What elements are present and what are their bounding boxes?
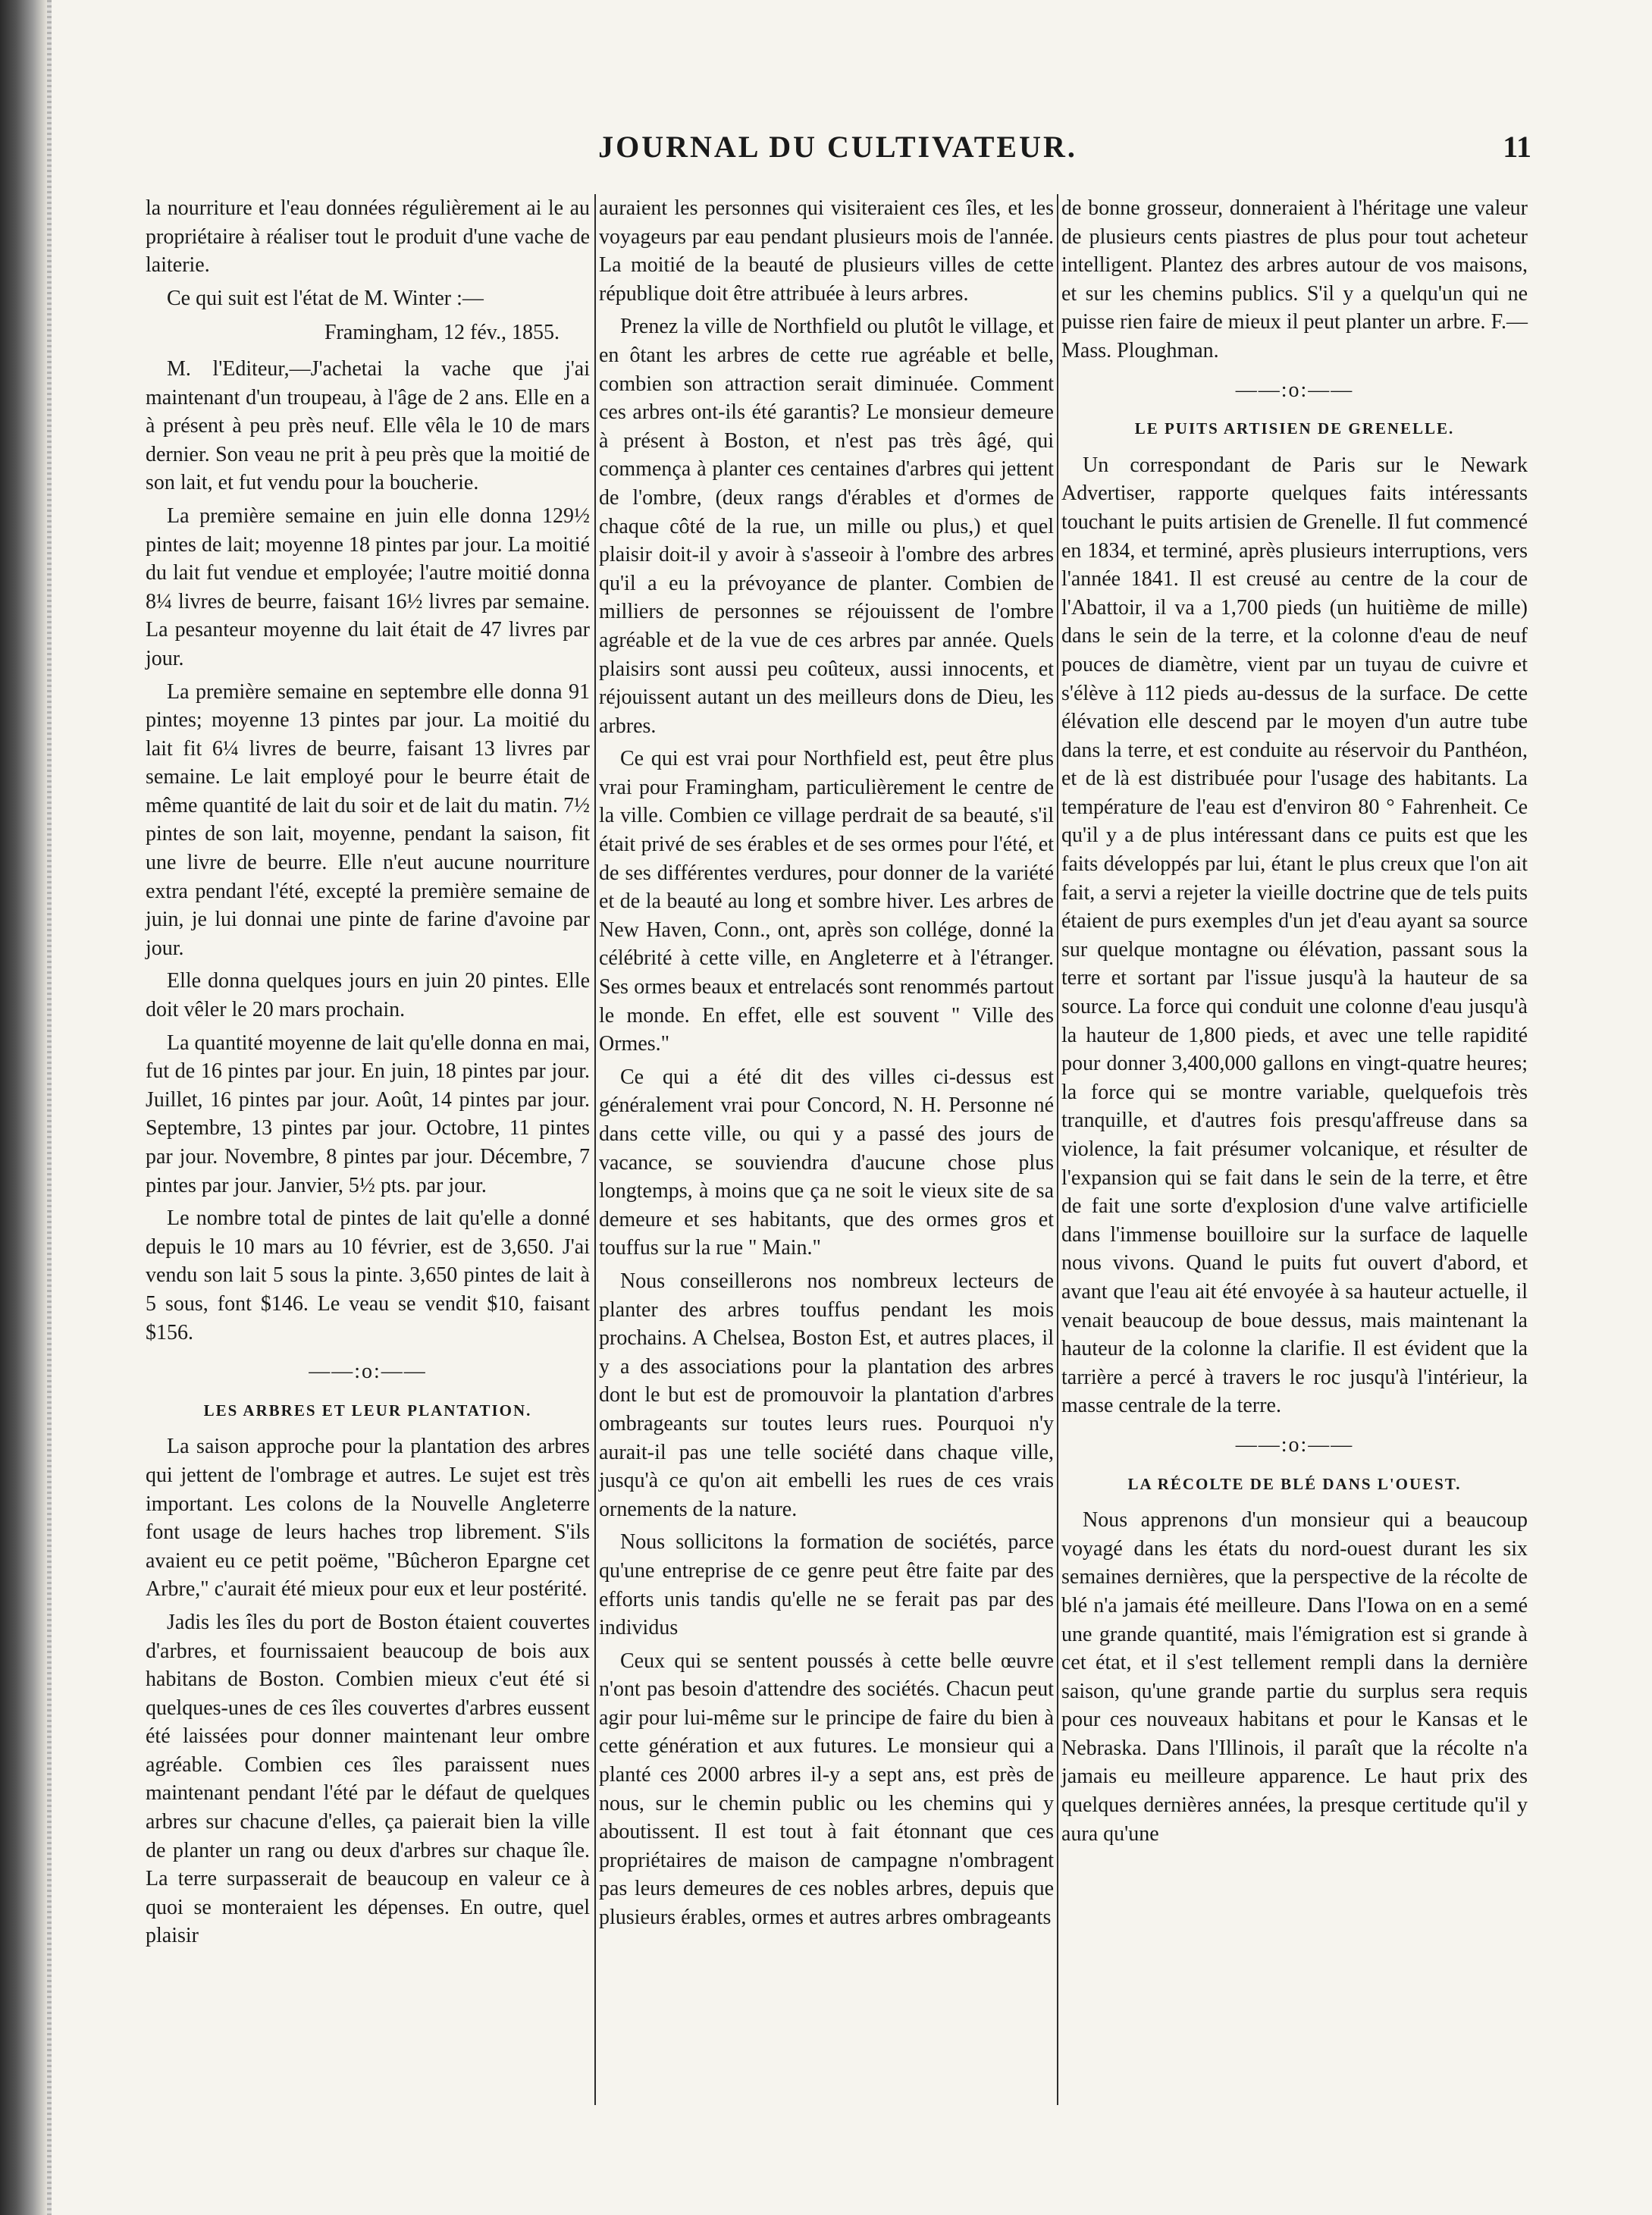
paragraph: Ceux qui se sentent poussés à cette belle œuvre n'ont pas besoin d'attendre des sociétés. Chacun peut agir pour lui-même sur le principe de faire du bien à cette génération et aux futures. Le monsieur qui a planté ces 2000 arbres il-y a sept ans, est près de nous, sur le chemin public ou les chemins qui y aboutissent. Il est tout à fait étonnant que ces propriétaires de maison de campagne n'ombragent pas leurs demeures de ces nobles arbres, depuis que plusieurs érables, ormes et autres arbres ombrageants [599, 1649, 1054, 1930]
article-heading: LES ARBRES ET LEUR PLANTATION. [203, 1401, 532, 1420]
page-header [144, 129, 1531, 174]
page-number: 11 [1503, 130, 1531, 164]
column-rule-left [594, 194, 596, 2105]
section-separator: ——:o:—— [309, 1360, 427, 1384]
paragraph: de bonne grosseur, donneraient à l'héritage une valeur de plusieurs cents piastres de plus pour tout acheteur intelligent. Plantez des arbres autour de vos maisons, et sur les chemins publics. S'il y a quelqu'un qui ne puisse rien faire de mieux il peut planter un arbre. F.—Mass. Ploughman. [1061, 196, 1528, 362]
column-2 [599, 194, 1054, 1937]
paragraph: La première semaine en juin elle donna 129½ pintes de lait; moyenne 18 pintes par jour. La moitié du lait fut vendue et employée; l'autre moitié donna 8¼ livres de beurre, faisant 16½ livres par semaine. La pesanteur moyenne du lait était de 47 livres par jour. [146, 504, 590, 670]
paragraph: La saison approche pour la plantation des arbres qui jettent de l'ombrage et autres. Le sujet est très important. Les colons de la Nouvelle Angleterre font usage de leurs haches trop librement. S'ils avaient eu ce petit poëme, "Bûcheron Epargne cet Arbre," c'aurait été mieux pour eux et leur postérité. [146, 1435, 590, 1602]
letter-dateline: Framingham, 12 fév., 1855. [324, 321, 560, 345]
paragraph: Ce qui est vrai pour Northfield est, peut être plus vrai pour Framingham, particulièrement le centre de la ville. Combien ce village perdrait de sa beauté, s'il était privé de ses érables et de ses ormes pour l'été, et de ses différentes verdures, pour donner de la variété et de la beauté au long et sombre hiver. Les arbres de New Haven, Conn., ont, après son collége, donné la célébrité à cette ville, en Angleterre et à l'étranger. Ses ormes beaux et entrelacés sont renommés partout le monde. En effet, elle est souvent " Ville des Ormes." [599, 747, 1054, 1056]
paragraph: M. l'Editeur,—J'achetai la vache que j'ai maintenant d'un troupeau, à l'âge de 2 ans. Elle en a à présent à peu près neuf. Elle vêla le 10 de mars dernier. Son veau ne prit à peu près que la moitié de son lait, et fut vendu pour la boucherie. [146, 356, 590, 495]
section-separator: ——:o:—— [1235, 1432, 1354, 1457]
paragraph: La première semaine en septembre elle donna 91 pintes; moyenne 13 pintes par jour. La moitié du lait fit 6¼ livres de beurre, faisant 13 livres par semaine. Le lait employé pour le beurre était de même quantité de lait du soir et de lait du matin. 7½ pintes de son lait, moyenne, pendant la saison, fit une livre de beurre. Elle n'eut aucune nourriture extra pendant l'été, excepté la première semaine de juin, je lui donnai une pinte de farine d'avoine par jour. [146, 679, 590, 960]
paragraph: la nourriture et l'eau données régulièrement ai le au propriétaire à réaliser tout le produit d'une vache de laiterie. [146, 196, 590, 278]
paragraph: Nous conseillerons nos nombreux lecteurs de planter des arbres touffus pendant les mois prochains. A Chelsea, Boston Est, et autres places, il y a des associations pour la plantation des arbres dont le but est de promouvoir la plantation d'arbres ombrageants sur toutes leurs rues. Pourquoi n'y aurait-il pas une telle société dans chaque ville, jusqu'à ce qu'on ait embelli les rues de ces vrais ornements de la nature. [599, 1269, 1054, 1521]
column-rule-right [1057, 194, 1058, 2105]
article-heading: LA RÉCOLTE DE BLÉ DANS L'OUEST. [1127, 1474, 1462, 1493]
paragraph: Nous apprenons d'un monsieur qui a beaucoup voyagé dans les états du nord-ouest durant les six semaines dernières, que la perspective de la récolte de blé n'a jamais été meilleure. Dans l'Iowa on en a semé une grande quantité, mais l'émigration est si grande à cet état, et il s'est tellement rempli dans la dernière saison, qu'une grande partie du surplus sera requis pour ces nouveaux habitans et pour le Kansas et le Nebraska. Dans l'Illinois, il paraît que la récolte n'a jamais eu meilleure apparence. Le haut prix des quelques dernières années, la presque certitude qu'il y aura qu'une [1061, 1508, 1528, 1846]
section-separator: ——:o:—— [1235, 378, 1354, 402]
paragraph: Ce qui a été dit des villes ci-dessus est généralement vrai pour Concord, N. H. Personne né dans cette ville, ou qui y a passé des jours de vacance, se souviendra d'aucune chose plus longtemps, à moins que ça ne soit le vieux site de sa demeure et ses habitants, que des ormes gros et touffus sur la rue " Main." [599, 1065, 1054, 1260]
column-3 [1061, 194, 1528, 1853]
paragraph: Jadis les îles du port de Boston étaient couvertes d'arbres, et fournissaient beaucoup de bois aux habitans de Boston. Combien mieux c'eut été si quelques-unes de ces îles couvertes d'arbres eussent été laissées pour donner maintenant leur ombre agréable. Combien ces îles paraissent nues maintenant pendant l'été par le défaut de quelques arbres sur chacune d'elles, ça paierait bien la ville de planter un rang ou deux d'arbres sur chaque île. La terre surpasserait de beaucoup en valeur ce à quoi se monteraient les dépenses. En outre, quel plaisir [146, 1610, 590, 1948]
paragraph: Un correspondant de Paris sur le Newark Advertiser, rapporte quelques faits intéressants touchant le puits artisien de Grenelle. Il fut commencé en 1834, et terminé, après plusieurs interruptions, vers l'année 1841. Il est creusé au centre de la cour de l'Abattoir, il va a 1,700 pieds (un huitième de mille) dans le sein de la terre, et la colonne d'eau de neuf pouces de diamètre, vient par un tuyau de cuivre et s'élève à 112 pieds au-dessus de la surface. De cette élévation elle descend par le moyen d'un autre tube dans la terre, et est conduite au réservoir du Panthéon, et de là est distribuée pour l'usage des habitants. La température de l'eau est d'environ 80 ° Fahrenheit. Ce qu'il y a de plus intéressant dans ce puits est que les faits développés par lui, étant le plus creux que l'on ait fait, a servi a rejeter la vieille doctrine que de tels puits étaient de purs exemples d'un jet d'eau ayant sa source sur quelque montagne ou élévation, passant sous la terre et sortant par l'issue jusqu'à la hauteur de sa source. La force qui conduit une colonne d'eau jusqu'à la hauteur de 1,800 pieds, et avec une telle rapidité pour donner 3,400,000 gallons en vingt-quatre heures; la force qui se montre variable, quelquefois très tranquille, et d'autres fois presqu'affreuse dans sa violence, la fait présumer volcanique, et résulter de l'expansion qui se fait dans le sein de la terre, et être de fait une sorte d'explosion d'une valve artificielle dans l'immense bouilloire sur la surface de laquelle nous vivons. Quand le puits fut ouvert d'abord, et avant que l'eau ait été envoyée à sa hauteur actuelle, il venait beaucoup de boue dessus, mais maintenant la hauteur de la colonne la clarifie. Il est évident que la tarrière a percé à travers le roc jusqu'à l'intérieur, la masse centrale de la terre. [1061, 453, 1528, 1418]
paragraph: Le nombre total de pintes de lait qu'elle a donné depuis le 10 mars au 10 février, est de 3,650. J'ai vendu son lait 5 sous la pinte. 3,650 pintes de lait à 5 sous, font $146. Le veau se vendit $10, faisant $156. [146, 1206, 590, 1344]
article-heading: LE PUITS ARTISIEN DE GRENELLE. [1134, 419, 1455, 438]
column-1 [146, 194, 590, 1955]
paragraph: Prenez la ville de Northfield ou plutôt le village, et en ôtant les arbres de cette rue agréable et belle, combien son attraction serait diminuée. Comment ces arbres ont-ils été garantis? Le monsieur demeure à présent à Boston, et n'est pas très âgé, qui commença à planter ces centaines d'arbres qui jettent de l'ombre, (deux rangs d'érables et d'ormes de chaque côté de la rue, un mille ou plus,) et quel plaisir doit-il y avoir à s'asseoir à l'ombre des arbres qu'il a eu la prévoyance de planter. Combien de milliers de personnes se réjouissent de l'ombre agréable et de la vue de ces arbres par année. Quels plaisirs sont aussi peu coûteux, aussi innocents, et réjouissent autant un des meilleurs dons de Dieu, les arbres. [599, 315, 1054, 738]
paragraph: La quantité moyenne de lait qu'elle donna en mai, fut de 16 pintes par jour. En juin, 18 pintes par jour. Juillet, 16 pintes par jour. Août, 14 pintes par jour. Septembre, 13 pintes par jour. Octobre, 11 pintes par jour. Novembre, 8 pintes par jour. Décembre, 7 pintes par jour. Janvier, 5½ pts. par jour. [146, 1031, 590, 1197]
paragraph: Nous sollicitons la formation de sociétés, parce qu'une entreprise de ce genre peut être faite par des efforts unis tandis qu'elle ne se ferait pas par des individus [599, 1530, 1054, 1640]
running-title: JOURNAL DU CULTIVATEUR. [598, 130, 1077, 164]
scan-binding-edge [0, 0, 47, 2215]
paragraph: Elle donna quelques jours en juin 20 pintes. Elle doit vêler le 20 mars prochain. [146, 969, 590, 1022]
paragraph: Ce qui suit est l'état de M. Winter :— [167, 286, 484, 310]
paragraph: auraient les personnes qui visiteraient ces îles, et les voyageurs par eau pendant plusieurs mois de l'année. La moitié de la beauté de plusieurs villes de cette république doit être attribuée à leurs arbres. [599, 196, 1054, 306]
